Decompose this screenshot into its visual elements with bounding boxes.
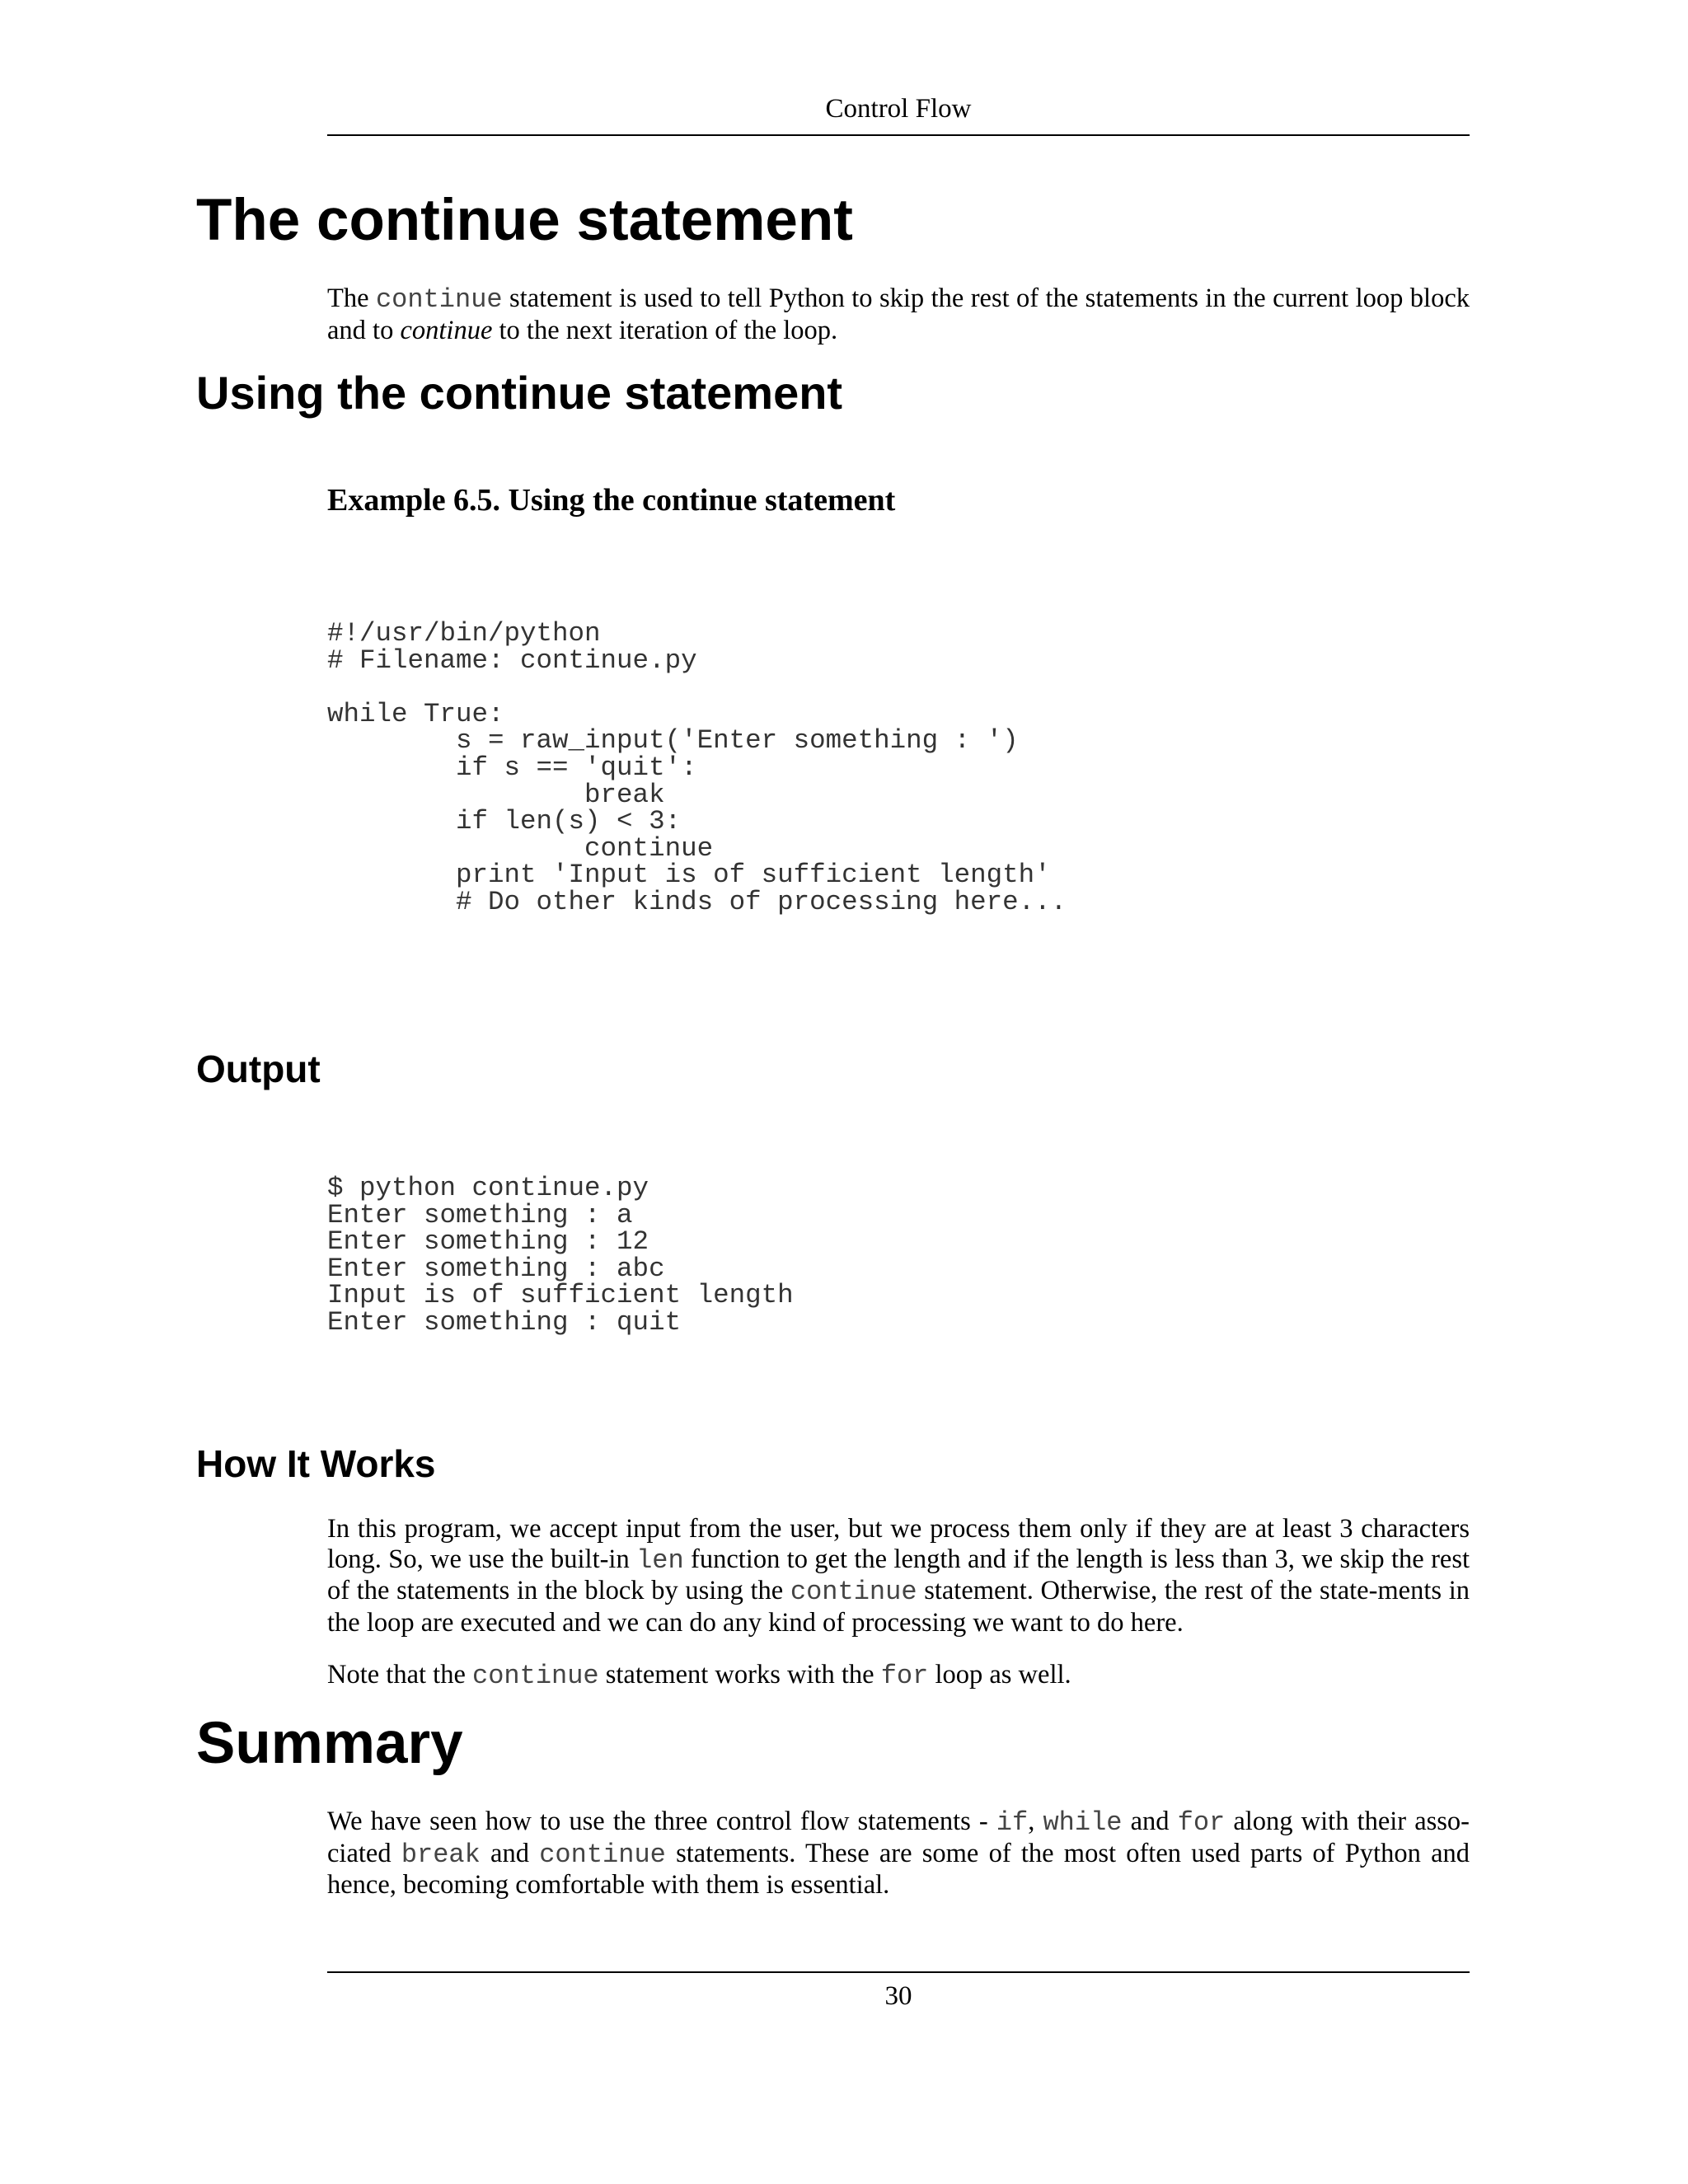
inline-code: while — [1043, 1807, 1123, 1838]
text-run: and — [480, 1838, 540, 1868]
inline-code: continue — [790, 1577, 917, 1607]
inline-code: continue — [375, 284, 503, 315]
header-rule — [327, 134, 1470, 136]
summary-paragraph — [327, 1807, 1470, 1900]
text-run: statement is used to tell Python to skip the rest of the statements in the current loop block and to — [327, 284, 1470, 345]
text-run: and — [1122, 1807, 1178, 1836]
running-header: Control Flow — [825, 94, 972, 124]
text-run: to the next iteration of the loop. — [492, 315, 838, 345]
page-number: 30 — [884, 1981, 912, 2011]
text-run: The — [327, 284, 376, 313]
inline-code: break — [401, 1839, 481, 1870]
text-run: Note that the — [327, 1660, 472, 1690]
text-run: , — [1028, 1807, 1043, 1836]
inline-code: continue — [539, 1839, 666, 1870]
text-run: In this program, we accept input from the user, but we process them only if they are at least 3 characters long. So, we use the built-in — [327, 1514, 1470, 1574]
how-it-works-heading: How It Works — [196, 1442, 436, 1485]
text-run: statements. These are some of the most often used parts of Python and hence, becoming comfortable with them is essential. — [327, 1838, 1470, 1900]
text-run: We have seen how to use the three control flow statements - — [327, 1807, 996, 1836]
text-run: loop as well. — [928, 1660, 1071, 1690]
code-listing: #!/usr/bin/python # Filename: continue.py while True: s = raw_input('Enter something : ') if s == 'quit': break if len(s) < 3: continue print 'Input is of sufficient length' # Do other kinds of processing here... — [327, 618, 1067, 917]
example-title: Example 6.5. Using the continue statement — [327, 483, 896, 518]
inline-code: len — [636, 1544, 684, 1576]
emphasis: continue — [400, 315, 493, 345]
how-it-works-paragraph-2 — [327, 1660, 1470, 1692]
text-run: statement. Otherwise, the rest of the state-ments in the loop are executed and we can do any kind of processing we want to do here. — [327, 1576, 1470, 1638]
intro-paragraph — [327, 284, 1470, 345]
inline-code: for — [1177, 1807, 1226, 1838]
section-title-using: Using the continue statement — [196, 367, 843, 419]
footer-rule — [327, 1971, 1470, 1973]
inline-code: for — [880, 1661, 929, 1691]
section-title-summary: Summary — [196, 1711, 463, 1776]
output-listing: $ python continue.py Enter something : a Enter something : 12 Enter something : abc Input is of sufficient length Enter something : quit — [327, 1173, 794, 1338]
output-heading: Output — [196, 1047, 321, 1090]
inline-code: if — [996, 1807, 1029, 1838]
section-title-continue: The continue statement — [196, 188, 853, 253]
text-run: along with their asso-ciated — [327, 1807, 1470, 1868]
text-run: statement works with the — [598, 1660, 881, 1690]
text-run: function to get the length and if the length is less than 3, we skip the rest of the statements in the block by using the — [327, 1544, 1470, 1605]
how-it-works-paragraph-1 — [327, 1514, 1470, 1638]
inline-code: continue — [472, 1661, 599, 1691]
